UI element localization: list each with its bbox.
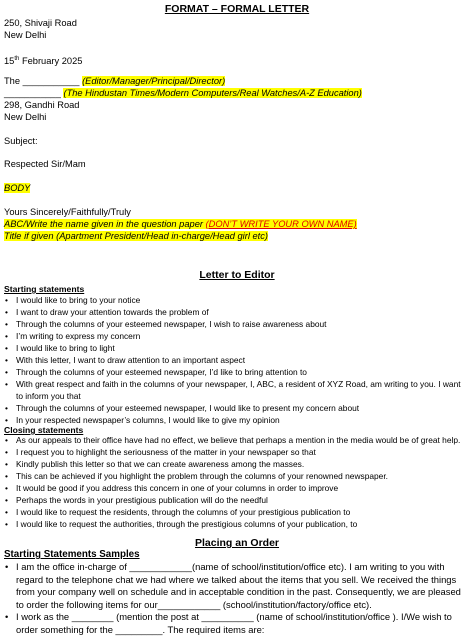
- list-item: • I request you to highlight the seriousness of the matter in your newspaper so that: [4, 446, 460, 458]
- receiver-organisation-line: [4, 87, 362, 99]
- signature-title-line: [4, 230, 268, 242]
- letter-to-editor-heading: Letter to Editor: [199, 269, 275, 281]
- receiver-designation-options: (Editor/Manager/Principal/Director): [82, 76, 226, 86]
- signature-name-line: [4, 218, 357, 230]
- list-item: • I want to draw your attention towards the problem of: [4, 306, 468, 318]
- list-item: • Through the columns of your esteemed newspaper, I wish to raise awareness about: [4, 318, 468, 330]
- receiver-blank: ___________: [4, 88, 64, 98]
- receiver-the-prefix: The ___________: [4, 76, 83, 86]
- list-item: • With great respect and faith in the columns of your newspaper, I, ABC, a resident of XYZ Road, am writing to you. I want to inform you that: [4, 378, 468, 402]
- receiver-designation-line: [4, 75, 225, 87]
- subject-line: Subject:: [4, 136, 38, 146]
- list-item: • It would be good if you address this concern in one of your columns in order to improve: [4, 482, 460, 494]
- list-item: • I would like to request the residents, through the columns of your prestigious publication to: [4, 506, 460, 518]
- body-placeholder: [4, 182, 30, 194]
- sender-address-line1: 250, Shivaji Road: [4, 18, 77, 28]
- starting-statements-list: [4, 294, 468, 426]
- list-item: • Perhaps the words in your prestigious publication will do the needful: [4, 494, 460, 506]
- starting-statements-heading: Starting statements: [4, 284, 85, 294]
- receiver-organisation-options: (The Hindustan Times/Modern Computers/Real Watches/A-Z Education): [63, 88, 362, 98]
- list-item: • With this letter, I want to draw attention to an important aspect: [4, 354, 468, 366]
- closing-statements-heading: Closing statements: [4, 425, 84, 435]
- document-title: FORMAT – FORMAL LETTER: [164, 3, 310, 15]
- list-item: • In your respected newspaper’s columns, I would like to give my opinion: [4, 414, 468, 426]
- date-rest: February 2025: [19, 56, 83, 67]
- date-day: 15: [4, 56, 15, 67]
- sender-address-line2: New Delhi: [4, 30, 47, 40]
- list-item: • I am the office in-charge of ____________(name of school/institution/office etc). I am writing to you with regard to the telephone chat we had where we talked about the items that you sell. We received the things from your company well on schedule and in acceptable condition in the past. Consequently, we are pleased to order the following items for our____________ (school/institution/factory/office etc).: [4, 561, 471, 611]
- list-item: • I would like to bring to light: [4, 342, 468, 354]
- list-item: • I would like to bring to your notice: [4, 294, 468, 306]
- date-suffix: th: [14, 56, 20, 62]
- letter-date: [4, 53, 82, 67]
- list-item: • As our appeals to their office have had no effect, we believe that perhaps a mention in the media would be of great help.: [4, 434, 460, 446]
- body-label: BODY: [4, 183, 31, 193]
- list-item: • This can be achieved if you highlight the problem through the columns of your renowned newspaper.: [4, 470, 460, 482]
- list-item: • I would like to request the authorities, through the prestigious columns of your publication, to: [4, 518, 460, 530]
- signature-name-warning: (DON’T WRITE YOUR OWN NAME): [205, 219, 357, 229]
- receiver-address-line2: New Delhi: [4, 112, 47, 122]
- salutation: Respected Sir/Mam: [4, 159, 86, 169]
- placing-order-list: [4, 561, 471, 636]
- receiver-address-line1: 298, Gandhi Road: [4, 100, 80, 110]
- signature-title-instruction: Title if given (Apartment President/Head in-charge/Head girl etc): [4, 231, 268, 241]
- list-item: • Kindly publish this letter so that we can create awareness among the masses.: [4, 458, 460, 470]
- starting-statements-samples-heading: Starting Statements Samples: [4, 549, 140, 560]
- placing-order-heading: Placing an Order: [194, 537, 280, 549]
- list-item: • I’m writing to express my concern: [4, 330, 468, 342]
- complimentary-close: Yours Sincerely/Faithfully/Truly: [4, 207, 131, 217]
- signature-name-instruction: ABC/Write the name given in the question paper: [4, 219, 206, 229]
- closing-statements-list: [4, 434, 460, 530]
- list-item: • I work as the ________ (mention the post at __________ (name of school/institution/office ). I/We wish to order something for the _________. The required items are:: [4, 611, 471, 636]
- list-item: • Through the columns of your esteemed newspaper, I’d like to bring attention to: [4, 366, 468, 378]
- list-item: • Through the columns of your esteemed newspaper, I would like to present my concern about: [4, 402, 468, 414]
